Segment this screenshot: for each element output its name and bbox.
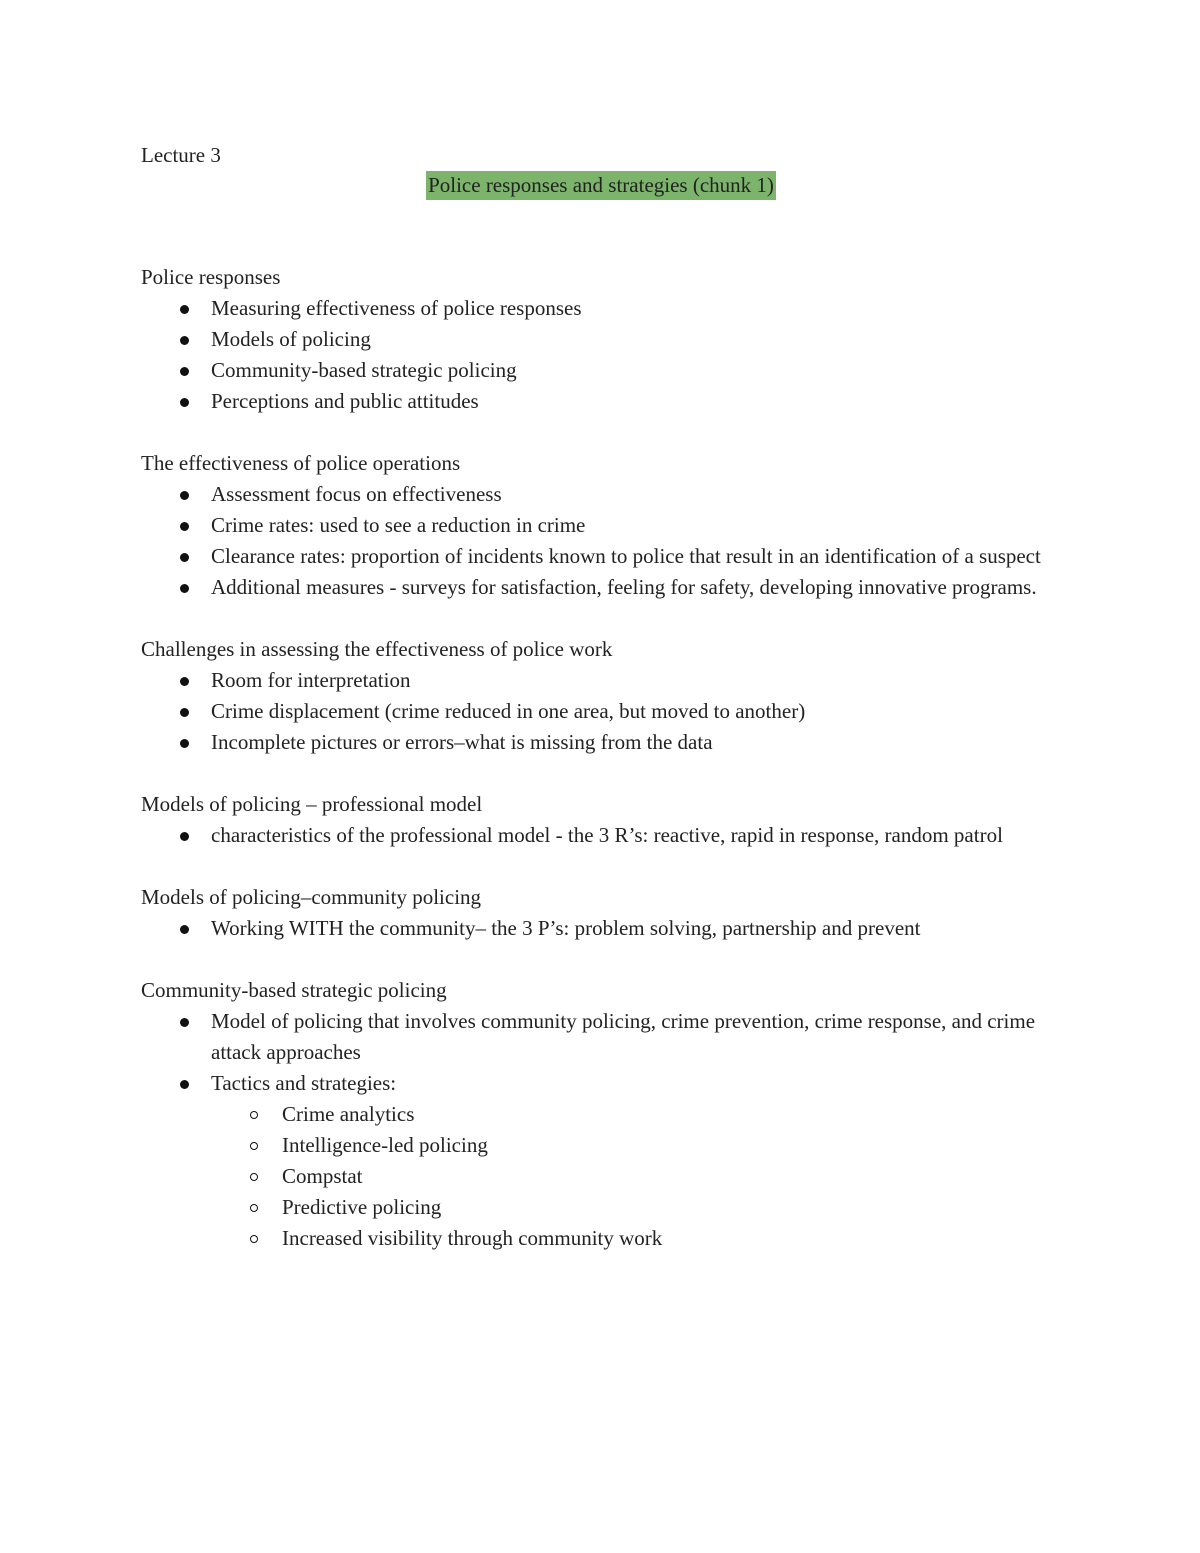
sub-list-item xyxy=(211,1192,1061,1223)
list-item xyxy=(141,727,1061,758)
list-item xyxy=(141,541,1061,572)
bullet-icon xyxy=(180,739,189,748)
list-item-text: Incomplete pictures or errors–what is missing from the data xyxy=(211,730,713,754)
bullet-icon xyxy=(180,367,189,376)
bullet-icon xyxy=(180,336,189,345)
section-professional-model xyxy=(141,789,1061,851)
list-item-text: Crime displacement (crime reduced in one area, but moved to another) xyxy=(211,699,806,723)
list-item xyxy=(141,510,1061,541)
lecture-label: Lecture 3 xyxy=(141,143,221,167)
section-heading: Models of policing – professional model xyxy=(141,792,483,816)
list-item xyxy=(141,572,1061,603)
sub-list-item xyxy=(211,1161,1061,1192)
bullet-icon xyxy=(180,584,189,593)
bullet-list xyxy=(141,479,1061,603)
bullet-icon xyxy=(180,305,189,314)
list-item-text: Crime rates: used to see a reduction in crime xyxy=(211,513,586,537)
bullet-icon xyxy=(180,677,189,686)
sub-list-item-text: Predictive policing xyxy=(282,1195,442,1219)
list-item-text: Clearance rates: proportion of incidents known to police that result in an identification of a suspect xyxy=(211,544,1041,568)
list-item xyxy=(141,1068,1061,1254)
list-item-text: Measuring effectiveness of police responses xyxy=(211,296,582,320)
bullet-icon xyxy=(180,1018,189,1027)
list-item-text: Additional measures - surveys for satisfaction, feeling for safety, developing innovative programs. xyxy=(211,575,1037,599)
list-item xyxy=(141,696,1061,727)
section-heading: The effectiveness of police operations xyxy=(141,451,461,475)
list-item-text: characteristics of the professional model - the 3 R’s: reactive, rapid in response, random patrol xyxy=(211,823,1003,847)
section-effectiveness xyxy=(141,448,1061,603)
section-heading: Community-based strategic policing xyxy=(141,978,447,1002)
bullet-icon xyxy=(180,832,189,841)
bullet-list xyxy=(141,913,1061,944)
list-item xyxy=(141,820,1061,851)
sub-list-item-text: Crime analytics xyxy=(282,1102,415,1126)
list-item xyxy=(141,355,1061,386)
hollow-bullet-icon xyxy=(250,1142,258,1150)
bullet-icon xyxy=(180,522,189,531)
section-strategic-policing xyxy=(141,975,1061,1254)
section-community-policing xyxy=(141,882,1061,944)
sub-list-item-text: Intelligence-led policing xyxy=(282,1133,488,1157)
sub-list-item xyxy=(211,1223,1061,1254)
list-item xyxy=(141,293,1061,324)
list-item-text: Model of policing that involves community policing, crime prevention, crime response, and crime attack approaches xyxy=(211,1009,1036,1064)
bullet-list xyxy=(141,665,1061,758)
hollow-bullet-icon xyxy=(250,1235,258,1243)
document-page xyxy=(141,140,1061,1254)
bullet-icon xyxy=(180,398,189,407)
sub-list-item-text: Increased visibility through community work xyxy=(282,1226,663,1250)
title-container xyxy=(141,171,1061,200)
sub-bullet-list xyxy=(211,1099,1061,1254)
section-police-responses xyxy=(141,262,1061,417)
bullet-icon xyxy=(180,553,189,562)
hollow-bullet-icon xyxy=(250,1204,258,1212)
list-item-text: Assessment focus on effectiveness xyxy=(211,482,502,506)
section-heading: Challenges in assessing the effectiveness of police work xyxy=(141,637,613,661)
list-item xyxy=(141,1006,1061,1068)
list-item xyxy=(141,479,1061,510)
sub-list-item xyxy=(211,1099,1061,1130)
list-item-text: Tactics and strategies: xyxy=(211,1071,397,1095)
sub-list-item xyxy=(211,1130,1061,1161)
list-item-text: Community-based strategic policing xyxy=(211,358,517,382)
hollow-bullet-icon xyxy=(250,1111,258,1119)
section-heading: Models of policing–community policing xyxy=(141,885,482,909)
bullet-icon xyxy=(180,925,189,934)
list-item xyxy=(141,324,1061,355)
hollow-bullet-icon xyxy=(250,1173,258,1181)
list-item xyxy=(141,665,1061,696)
bullet-icon xyxy=(180,708,189,717)
sub-list-item-text: Compstat xyxy=(282,1164,363,1188)
bullet-list xyxy=(141,1006,1061,1254)
bullet-list xyxy=(141,293,1061,417)
list-item-text: Models of policing xyxy=(211,327,371,351)
list-item xyxy=(141,386,1061,417)
section-challenges xyxy=(141,634,1061,758)
bullet-icon xyxy=(180,491,189,500)
section-heading: Police responses xyxy=(141,265,281,289)
list-item-text: Room for interpretation xyxy=(211,668,411,692)
bullet-icon xyxy=(180,1080,189,1089)
bullet-list xyxy=(141,820,1061,851)
list-item-text: Working WITH the community– the 3 P’s: problem solving, partnership and prevent xyxy=(211,916,921,940)
document-title: Police responses and strategies (chunk 1) xyxy=(426,171,776,200)
list-item-text: Perceptions and public attitudes xyxy=(211,389,479,413)
list-item xyxy=(141,913,1061,944)
